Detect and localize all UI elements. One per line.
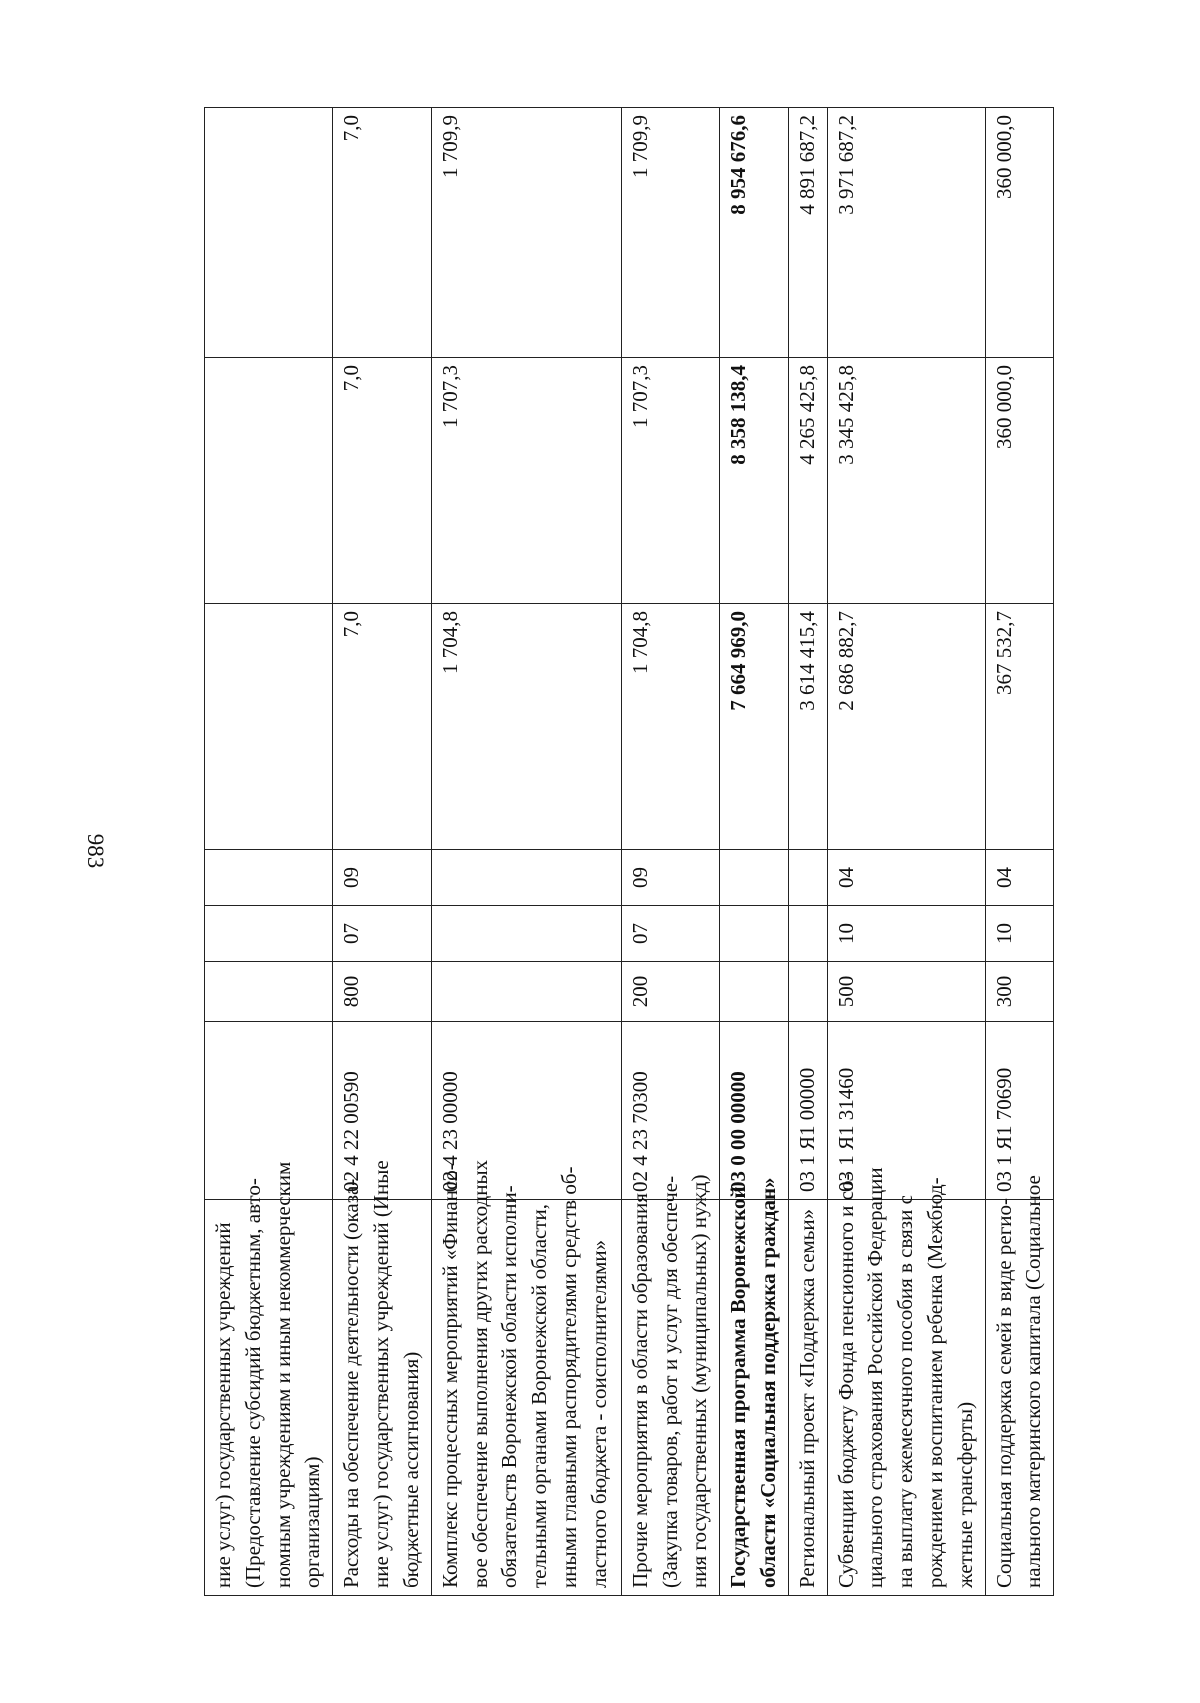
amount-year3-cell: 1 709,9	[621, 108, 719, 358]
amount-year1-cell: 1 704,8	[621, 604, 719, 850]
expense-type-cell: 300	[985, 962, 1054, 1022]
section-cell	[720, 906, 789, 962]
amount-year1-cell: 367 532,7	[985, 604, 1054, 850]
row-name-line: нального материнского капитала (Социальное	[1021, 1175, 1046, 1588]
row-name-line: на выплату ежемесячного пособия в связи с	[893, 1195, 918, 1588]
row-name-line: области «Социальная поддержка граждан»	[755, 1177, 780, 1588]
row-name-line: вое обеспечение выполнения других расходных	[467, 1159, 492, 1588]
amount-year1-cell: 3 614 415,4	[788, 604, 827, 850]
amount-year2-cell	[205, 358, 333, 604]
row-name-line: Региональный проект «Поддержка семьи»	[794, 1208, 819, 1588]
subsection-cell	[720, 850, 789, 906]
table-row	[205, 108, 333, 1596]
row-name-line: ния государственных (муниципальных) нужд)	[687, 1174, 712, 1588]
table-row	[788, 108, 827, 1596]
table-row	[333, 108, 431, 1596]
row-name-cell	[788, 1200, 827, 1596]
target-code-cell: 03 1 Я1 31460	[827, 1022, 985, 1200]
section-cell	[431, 906, 621, 962]
row-name-cell	[827, 1167, 985, 1596]
row-name-line: обязательств Воронежской области исполни-	[497, 1185, 522, 1588]
target-code-cell: 02 4 23 00000	[431, 1022, 621, 1200]
row-name-line: Субвенции бюджету Фонда пенсионного и со-	[833, 1173, 858, 1588]
amount-year3-cell: 3 971 687,2	[827, 108, 985, 358]
amount-year2-cell: 1 707,3	[431, 358, 621, 604]
row-name-cell	[205, 1161, 333, 1596]
amount-year2-cell: 360 000,0	[985, 358, 1054, 604]
amount-year2-cell: 7,0	[333, 358, 431, 604]
expense-type-cell: 200	[621, 962, 719, 1022]
subsection-cell: 04	[827, 850, 985, 906]
row-name-cell	[621, 1174, 719, 1596]
row-name-cell	[431, 1159, 621, 1596]
amount-year3-cell: 1 709,9	[431, 108, 621, 358]
row-name-line: жетные трансферты)	[952, 1401, 977, 1588]
row-name-line: Социальная поддержка семей в виде регио-	[991, 1197, 1016, 1588]
row-name-line: иными главными распорядителями средств об-	[556, 1166, 581, 1588]
amount-year1-cell: 1 704,8	[431, 604, 621, 850]
row-name-line: тельными органами Воронежской области,	[527, 1203, 552, 1588]
row-name-cell	[720, 1177, 789, 1596]
amount-year1-cell: 7,0	[333, 604, 431, 850]
row-name-line: бюджетные ассигнования)	[398, 1351, 423, 1588]
row-name-line: Прочие мероприятия в области образования	[627, 1193, 652, 1588]
amount-year3-cell	[205, 108, 333, 358]
amount-year2-cell: 8 358 138,4	[720, 358, 789, 604]
row-name-line: рождением и воспитанием ребенка (Межбюд-	[923, 1177, 947, 1588]
expense-type-cell: 500	[827, 962, 985, 1022]
section-cell: 07	[621, 906, 719, 962]
expense-type-cell	[720, 962, 789, 1022]
table-row	[985, 108, 1054, 1596]
amount-year1-cell	[205, 604, 333, 850]
target-code-cell: 02 4 23 70300	[621, 1022, 719, 1200]
expense-type-cell	[788, 962, 827, 1022]
budget-table-wrapper	[204, 108, 1054, 1596]
table-row	[720, 108, 789, 1596]
row-name-line: номным учреждениям и иным некоммерческим	[270, 1161, 295, 1588]
subsection-cell	[431, 850, 621, 906]
table-row	[431, 108, 621, 1596]
section-cell	[788, 906, 827, 962]
row-name-line: (Закупка товаров, работ и услуг для обеспече-	[657, 1175, 682, 1588]
table-body	[205, 108, 1054, 1596]
amount-year3-cell: 4 891 687,2	[788, 108, 827, 358]
row-name-line: Расходы на обеспечение деятельности (оказа-	[339, 1178, 364, 1588]
table-row	[827, 108, 985, 1596]
section-cell: 10	[827, 906, 985, 962]
target-code-cell: 03 1 Я1 00000	[788, 1022, 827, 1200]
row-name-line: ластного бюджета - соисполнителями»	[586, 1239, 611, 1588]
row-name-line: (Предоставление субсидий бюджетным, авто-	[240, 1178, 265, 1588]
amount-year1-cell: 7 664 969,0	[720, 604, 789, 850]
section-cell: 07	[333, 906, 431, 962]
target-code-cell	[205, 1022, 333, 1200]
subsection-cell: 09	[333, 850, 431, 906]
section-cell	[205, 906, 333, 962]
target-code-cell: 02 4 22 00590	[333, 1022, 431, 1200]
row-name-line: ние услуг) государственных учреждений (Иные	[369, 1160, 394, 1588]
target-code-cell: 03 1 Я1 70690	[985, 1022, 1054, 1200]
row-name-cell	[333, 1160, 431, 1596]
expense-type-cell	[205, 962, 333, 1022]
row-name-cell	[985, 1175, 1054, 1596]
expense-type-cell	[431, 962, 621, 1022]
amount-year2-cell: 3 345 425,8	[827, 358, 985, 604]
amount-year2-cell: 1 707,3	[621, 358, 719, 604]
amount-year2-cell: 4 265 425,8	[788, 358, 827, 604]
row-name-line: Комплекс процессных мероприятий «Финансо-	[437, 1163, 462, 1588]
row-name-line: организациям)	[300, 1456, 325, 1588]
budget-table	[204, 107, 1054, 1596]
amount-year1-cell: 2 686 882,7	[827, 604, 985, 850]
row-name-line: циального страхования Российской Федерации	[863, 1167, 888, 1588]
section-cell: 10	[985, 906, 1054, 962]
subsection-cell: 09	[621, 850, 719, 906]
subsection-cell	[205, 850, 333, 906]
subsection-cell: 04	[985, 850, 1054, 906]
amount-year3-cell: 360 000,0	[985, 108, 1054, 358]
row-name-line: Государственная программа Воронежской	[726, 1186, 751, 1588]
page-number: 983	[83, 833, 108, 869]
subsection-cell	[788, 850, 827, 906]
row-name-line: ние услуг) государственных учреждений	[211, 1222, 235, 1588]
target-code-cell: 03 0 00 00000	[720, 1022, 789, 1200]
amount-year3-cell: 7,0	[333, 108, 431, 358]
amount-year3-cell: 8 954 676,6	[720, 108, 789, 358]
table-row	[621, 108, 719, 1596]
expense-type-cell: 800	[333, 962, 431, 1022]
